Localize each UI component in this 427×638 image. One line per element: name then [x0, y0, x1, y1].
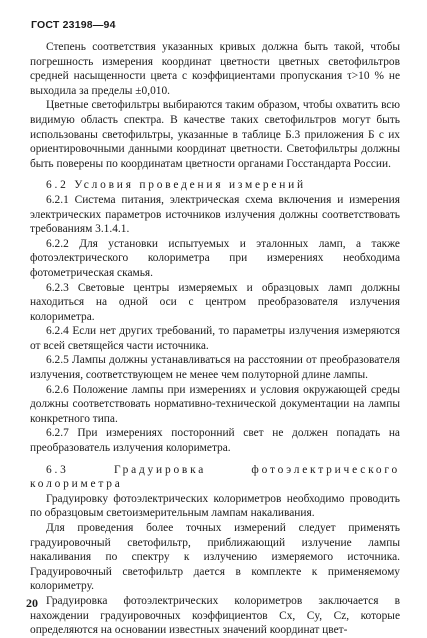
section-heading: 6.2 Условия проведения измерений: [46, 179, 306, 192]
paragraph: Для проведения более точных измерений следует применять градуировочный светофильтр, приближающий излучение лампы накаливания по спектру к излучению измеряемого источника. Градуировочный светофильтр дается в комплекте к применяемому колориметру.: [30, 522, 400, 593]
paragraph: 6.2.4 Если нет других требований, то параметры излучения измеряются от всей светящейся части источника.: [30, 325, 400, 352]
paragraph: 6.2.1 Система питания, электрическая схема включения и измерения электрических параметров источников излучения должны соответствовать требованиям 3.1.4.1.: [30, 193, 400, 236]
paragraph: 6.2.7 При измерениях посторонний свет не должен попадать на преобразователь излучения колориметра.: [30, 427, 400, 455]
page-number: 20: [26, 596, 38, 610]
standard-code-header: ГОСТ 23198—94: [31, 19, 116, 31]
paragraph: 6.2.3 Световые центры измеряемых и образцовых ламп должны находиться на одной оси с центром преобразователя излучения колориметра.: [30, 281, 400, 323]
paragraph: Цветные светофильтры выбираются таким образом, чтобы охватить всю видимую область спектра. В качестве таких светофильтров могут быть использованы светофильтры, указанные в таблице Б.3 приложения Б с их ориентировочными данными координат цветности. Светофильтры должны быть поверены по координатам цветности органами Госстандарта России.: [30, 99, 400, 170]
section-heading: 6.3 Градуировка фотоэлектрического колориметра: [30, 463, 400, 491]
paragraph: 6.2.5 Лампы должны устанавливаться на расстоянии от преобразователя излучения, соответствующем не менее чем полуторной длине лампы.: [30, 354, 400, 382]
body-text: [30, 40, 400, 638]
paragraph: 6.2.6 Положение лампы при измерениях и условия окружающей среды должны соответствовать нормативно-технической документации на лампы конкретного типа.: [30, 383, 400, 425]
paragraph: Градуировка фотоэлектрических колориметров заключается в нахождении градуировочных коэффициентов Cx, Cy, Cz, которые определяются на основании известных значений координат цвет-: [30, 594, 400, 637]
paragraph: 6.2.2 Для установки испытуемых и эталонных ламп, а также фотоэлектрического колориметра при измерениях необходима фотометрическая скамья.: [30, 237, 400, 279]
paragraph: Градуировку фотоэлектрических колориметров необходимо проводить по образцовым светоизмерительным лампам накаливания.: [30, 492, 400, 520]
paragraph: Степень соответствия указанных кривых должна быть такой, чтобы погрешность измерения координат цветности цветных светофильтров средней насыщенности цвета с коэффициентами пропускания τ>10 % не выходила за пределы ±0,010.: [30, 41, 400, 97]
